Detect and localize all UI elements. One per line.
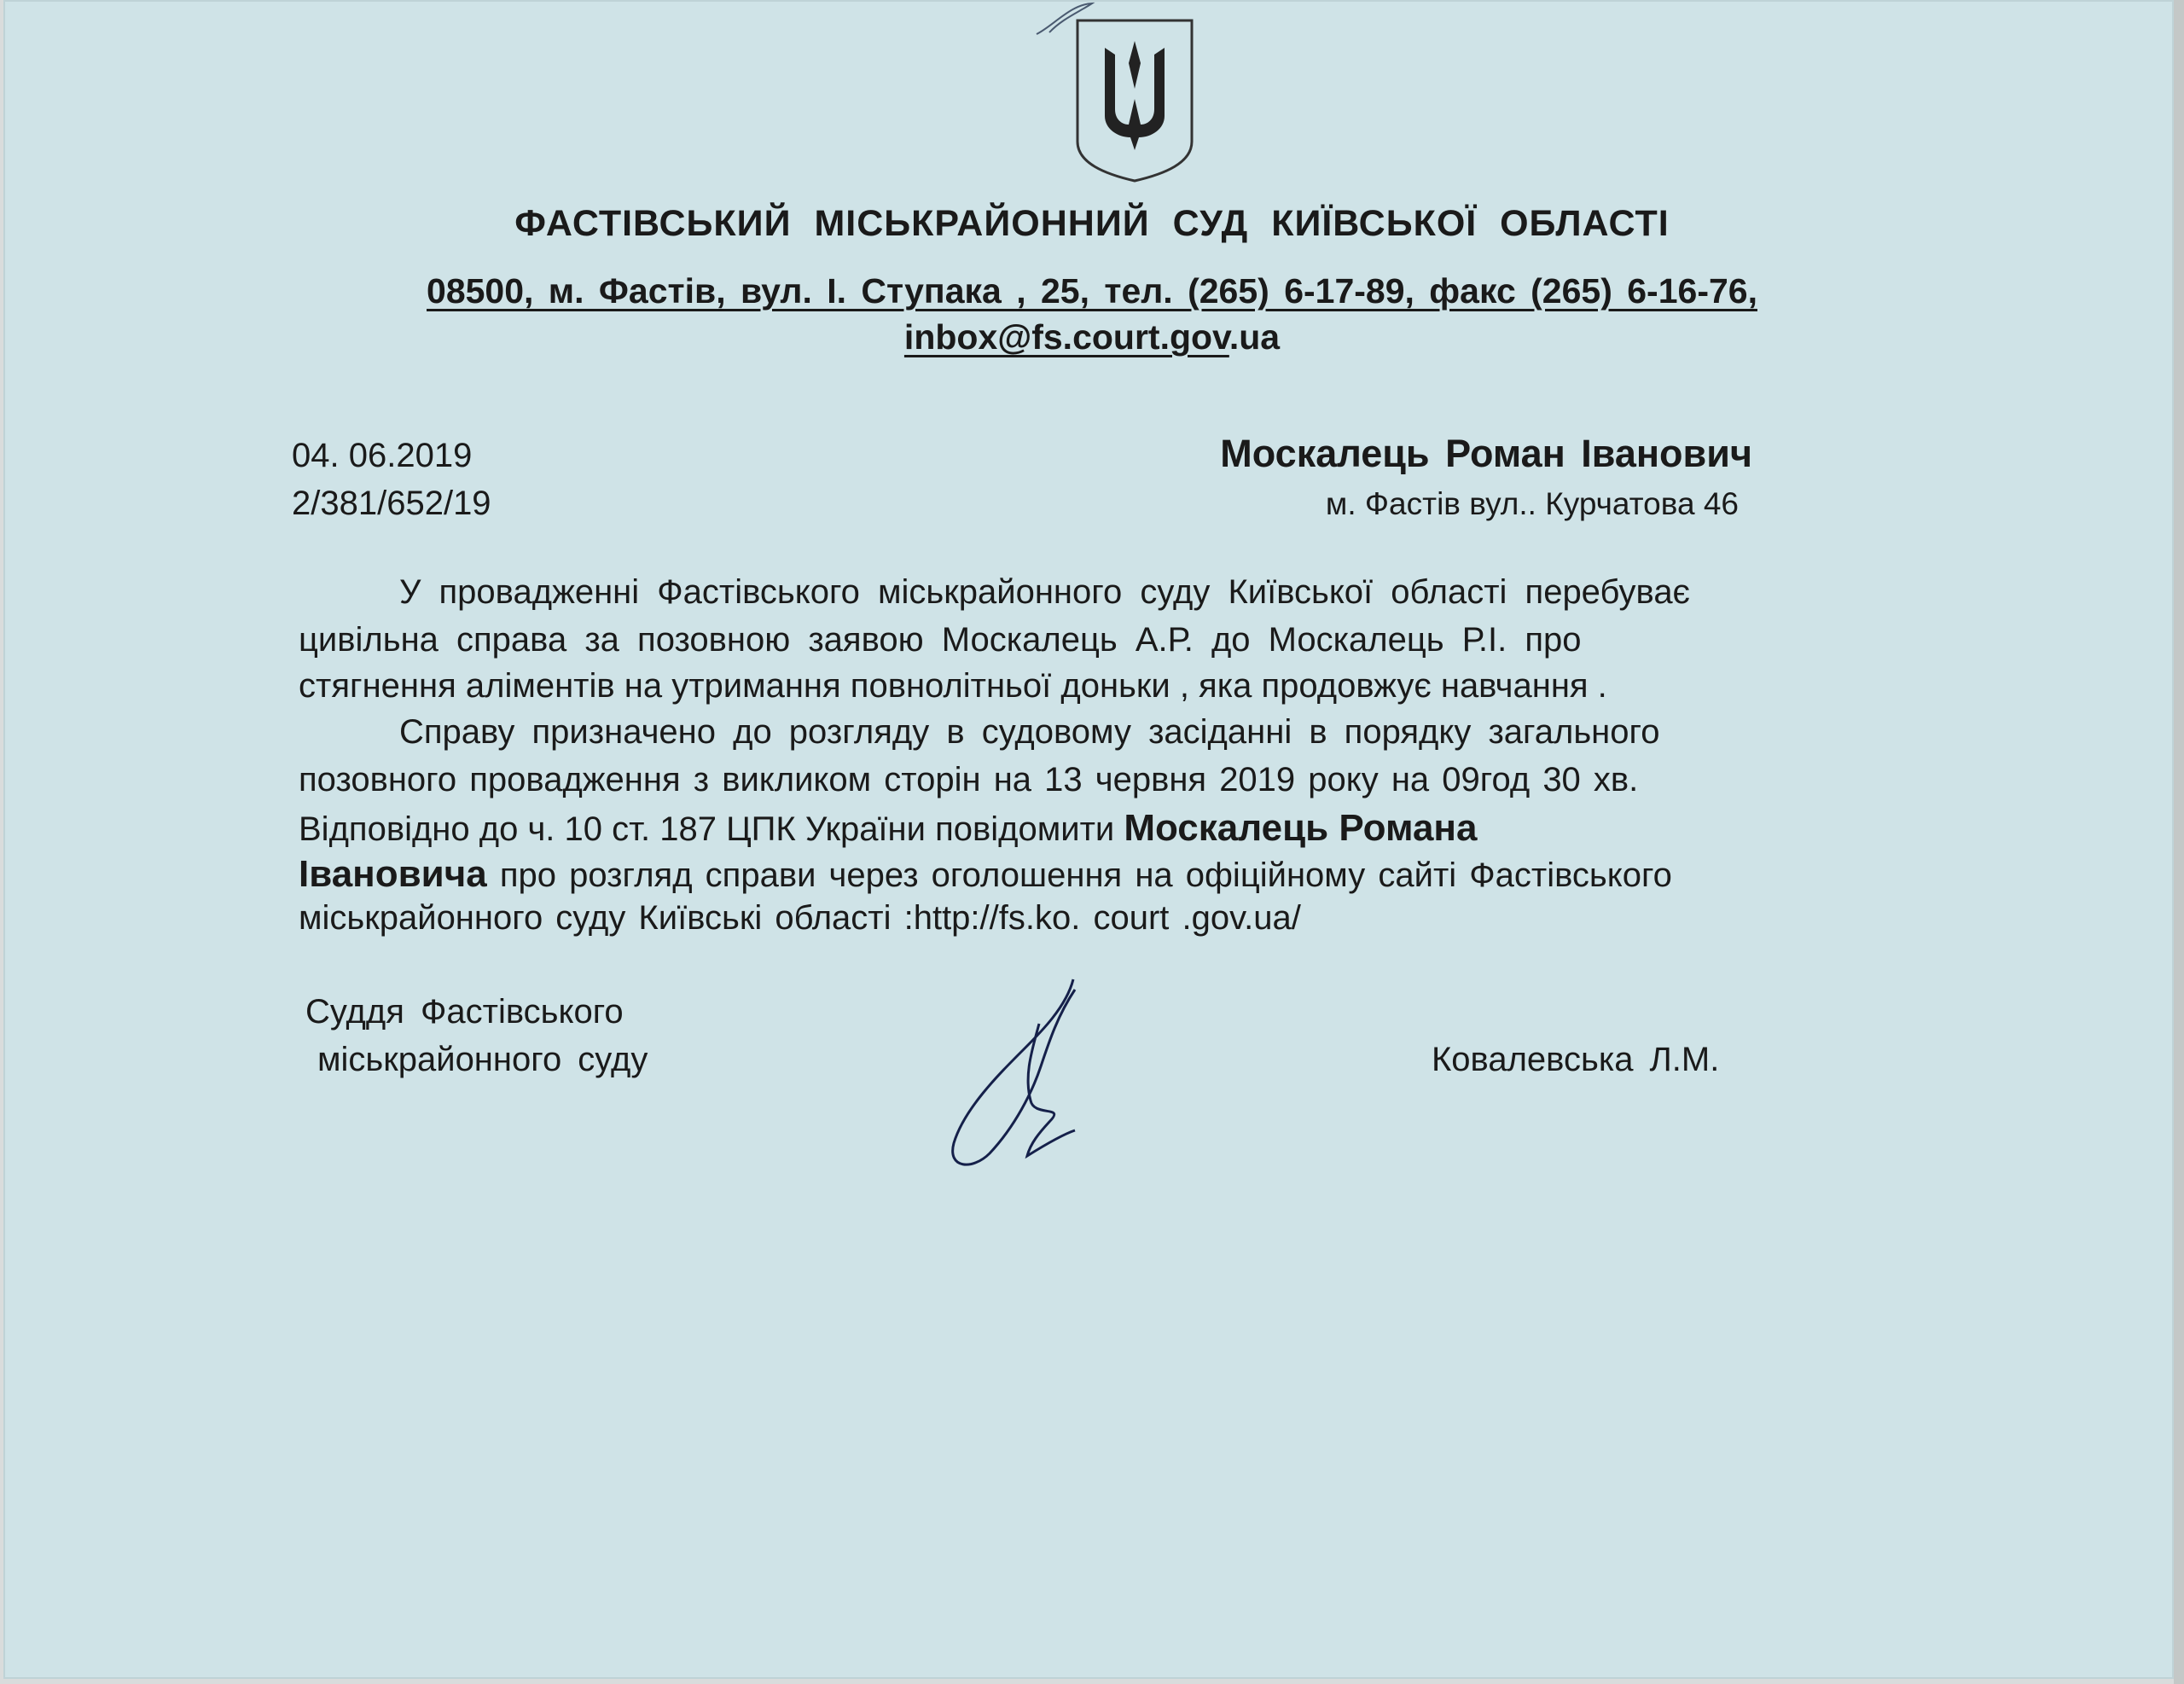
- body-line: У провадженні Фастівського міськрайонного суду Київської області перебуває: [399, 573, 1690, 611]
- body-line: [299, 853, 1672, 896]
- court-email-underlined: inbox@fs.court.gov: [903, 317, 1229, 357]
- recipient-address: м. Фастів вул.. Курчатова 46: [1325, 486, 1739, 521]
- body-bold-name: Москалець Романа: [1124, 807, 1478, 849]
- judge-name: Ковалевська Л.М.: [1432, 1041, 1720, 1078]
- body-line: [299, 807, 1477, 850]
- body-line: позовного провадження з викликом сторін на 13 червня 2019 року на 09год 30 хв.: [299, 761, 1639, 798]
- court-address-text: 08500, м. Фастів, вул. І. Ступака , 25, тел. (265) 6-17-89, факс (265) 6-16-76,: [427, 271, 1757, 311]
- body-text: Відповідно до ч. 10 ст. 187 ЦПК України повідомити: [299, 810, 1124, 848]
- case-number: 2/381/652/19: [292, 485, 491, 522]
- body-line: міськрайонного суду Київські області :http://fs.ko. court .gov.ua/: [299, 899, 1301, 937]
- judge-title-line1: Суддя Фастівського: [305, 993, 624, 1031]
- court-name-heading: ФАСТІВСЬКИЙ МІСЬКРАЙОННИЙ СУД КИЇВСЬКОЇ ОБЛАСТІ: [514, 203, 1670, 244]
- court-email-tail: .ua: [1228, 317, 1281, 357]
- court-email: [0, 317, 2184, 357]
- judge-title-line2: міськрайонного суду: [317, 1041, 648, 1078]
- body-line: цивільна справа за позовною заявою Москалець А.Р. до Москалець Р.І. про: [299, 621, 1582, 659]
- court-address: [0, 271, 2184, 311]
- document-date: 04. 06.2019: [292, 437, 473, 474]
- body-line: Справу призначено до розгляду в судовому засіданні в порядку загального: [399, 713, 1660, 751]
- handwritten-signature: [938, 973, 1092, 1177]
- recipient-name: Москалець Роман Іванович: [1220, 432, 1752, 475]
- page-edge: [2174, 0, 2184, 1684]
- body-bold-name: Івановича: [299, 853, 487, 895]
- coat-of-arms-icon: [1071, 14, 1199, 183]
- body-line: стягнення аліментів на утримання повнолітньої доньки , яка продовжує навчання .: [299, 667, 1607, 705]
- body-text: про розгляд справи через оголошення на офіційному сайті Фастівського: [486, 857, 1672, 894]
